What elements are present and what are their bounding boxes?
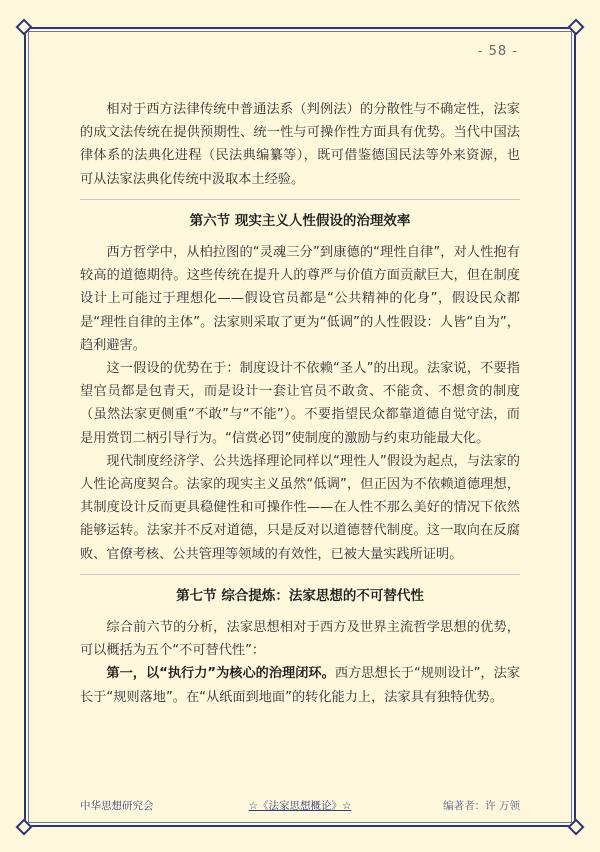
paragraph-legal-tradition: 相对于西方法律传统中普通法系（判例法）的分散性与不确定性，法家的成文法传统在提供预期性、统一性与可操作性方面具有优势。当代中国法律体系的法典化进程（民法典编纂等），既可借鉴德国民法等外来资源，也可从法家法典化传统中汲取本土经验。 — [80, 102, 520, 187]
point-1-lead: 第一，以“执行力”为核心的治理闭环。 — [106, 666, 335, 682]
book-title-link[interactable]: ☆《法家思想概论》☆ — [248, 800, 352, 812]
page-footer — [80, 798, 520, 814]
footer-publisher: 中华思想研究会 — [80, 800, 154, 812]
section-7-point-1 — [80, 662, 520, 708]
section-divider — [80, 574, 520, 575]
section-7-title: 第七节 综合提炼：法家思想的不可替代性 — [176, 587, 424, 604]
section-6-title: 第六节 现实主义人性假设的治理效率 — [189, 212, 411, 229]
page-number: - 58 - — [477, 44, 518, 59]
section-6-paragraph-1: 西方哲学中，从柏拉图的“灵魂三分”到康德的“理性自律”，对人性抱有较高的道德期待。这些传统在提升人的尊严与价值方面贡献巨大，但在制度设计上可能过于理想化——假设官员都是“公共精神的化身”，假设民众都是“理性自律的主体”。法家则采取了更为“低调”的人性假设：人皆“自为”，趋利避害。 — [80, 245, 520, 353]
section-6-paragraph-2: 这一假设的优势在于：制度设计不依赖“圣人”的出现。法家说，不要指望官员都是包青天，而是设计一套让官员不敢贪、不能贪、不想贪的制度（虽然法家更侧重“不敢”与“不能”）。不要指望民众都靠道德自觉守法，而是用赏罚二柄引导行为。“信赏必罚”使制度的激励与约束功能最大化。 — [80, 361, 520, 446]
page-content — [80, 98, 520, 709]
footer-author: 编著者：许 万领 — [443, 800, 520, 812]
section-7-intro: 综合前六节的分析，法家思想相对于西方及世界主流哲学思想的优势，可以概括为五个“不可替代性”： — [80, 620, 520, 659]
section-6-paragraph-3: 现代制度经济学、公共选择理论同样以“理性人”假设为起点，与法家的人性论高度契合。法家的现实主义虽然“低调”，但正因为不依赖道德理想，其制度设计反而更具稳健性和可操作性——在人性不那么美好的情况下依然能够运转。法家并不反对道德，只是反对以道德替代制度。这一取向在反腐败、官僚考核、公共管理等领域的有效性，已被大量实践所证明。 — [80, 453, 520, 562]
point-1-text: 西方思想长于“规则设计”，法家长于“规则落地”。在“从纸面到地面”的转化能力上，法家具有独特优势。 — [80, 666, 520, 705]
section-divider — [80, 199, 520, 200]
